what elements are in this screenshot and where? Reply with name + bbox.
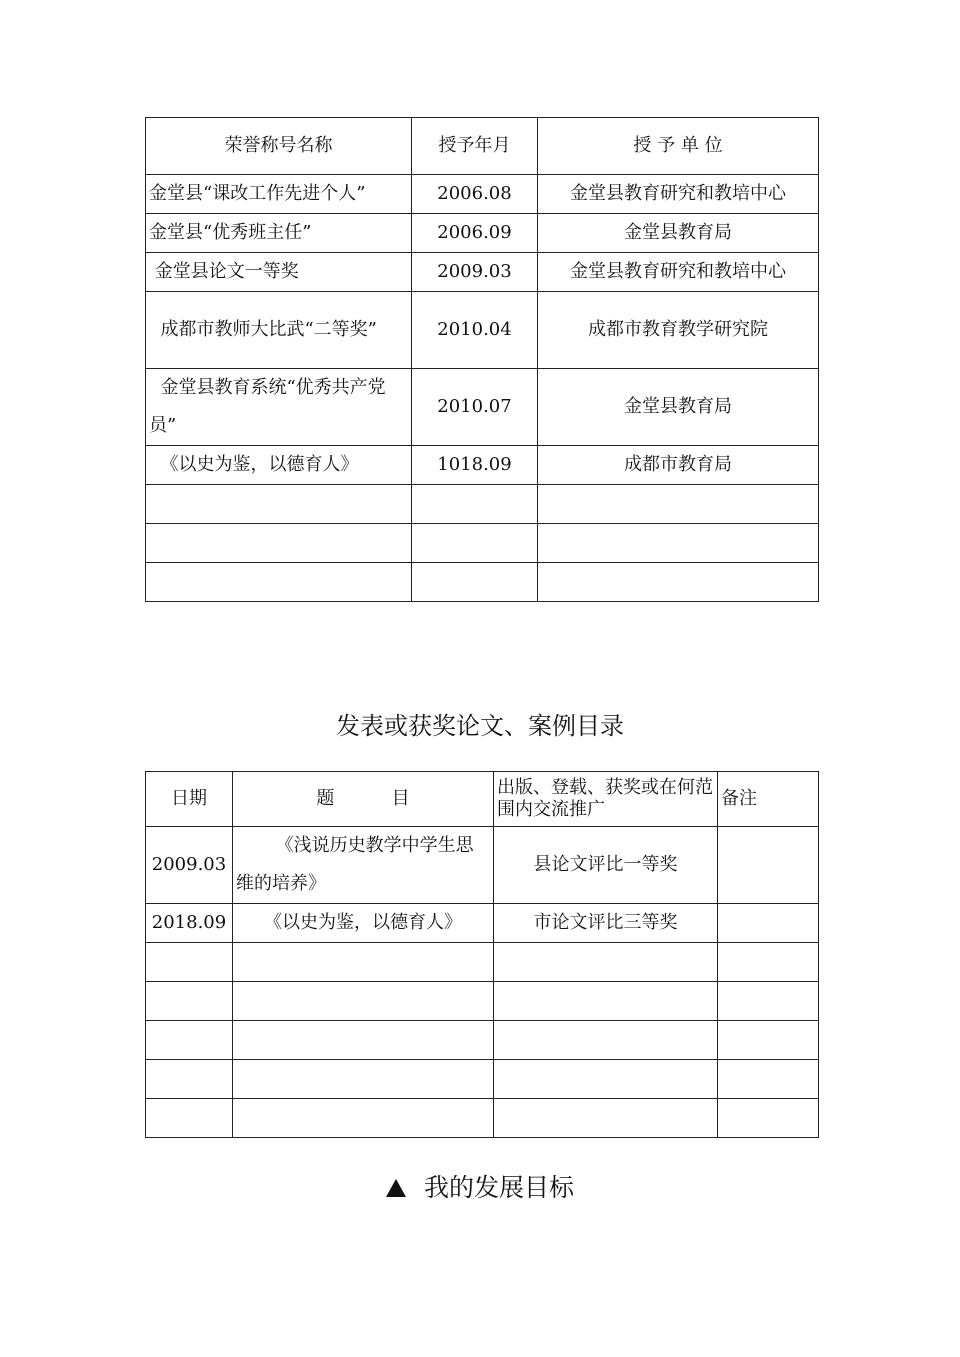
honor-name <box>146 563 412 602</box>
table-row <box>146 904 819 943</box>
honor-date <box>412 524 538 563</box>
paper-publish <box>494 943 718 982</box>
honor-unit: 金堂县教育局 <box>538 214 819 253</box>
honors-table <box>145 117 819 602</box>
papers-section-title: 发表或获奖论文、案例目录 <box>336 712 624 740</box>
honor-unit: 金堂县教育局 <box>538 369 819 446</box>
paper-date <box>146 1099 233 1138</box>
paper-date <box>146 1021 233 1060</box>
paper-date: 2018.09 <box>146 904 233 943</box>
honor-unit: 金堂县教育研究和教培中心 <box>538 175 819 214</box>
paper-date <box>146 1060 233 1099</box>
paper-date <box>146 982 233 1021</box>
table-row <box>146 214 819 253</box>
honor-name: 金堂县论文一等奖 <box>146 253 412 292</box>
honor-name: 成都市教师大比武“二等奖” <box>146 292 412 369</box>
paper-note <box>718 827 819 904</box>
paper-date: 2009.03 <box>146 827 233 904</box>
honor-name: 金堂县教育系统“优秀共产党员” <box>146 369 412 446</box>
table-row <box>146 982 819 1021</box>
paper-publish <box>494 1021 718 1060</box>
table-row <box>146 292 819 369</box>
paper-publish <box>494 1060 718 1099</box>
honor-unit <box>538 524 819 563</box>
honors-header-date: 授予年月 <box>412 118 538 175</box>
goal-section <box>0 1168 960 1204</box>
honor-unit <box>538 563 819 602</box>
paper-note <box>718 1060 819 1099</box>
paper-title <box>233 982 494 1021</box>
paper-title <box>233 1099 494 1138</box>
paper-publish <box>494 982 718 1021</box>
paper-note <box>718 943 819 982</box>
honor-name: 金堂县“课改工作先进个人” <box>146 175 412 214</box>
honor-unit: 成都市教育局 <box>538 446 819 485</box>
honors-header-unit: 授 予 单 位 <box>538 118 819 175</box>
honor-date: 2010.04 <box>412 292 538 369</box>
triangle-up-icon <box>386 1179 406 1197</box>
honor-name <box>146 485 412 524</box>
papers-header-date: 日期 <box>146 772 233 827</box>
honor-date: 2006.09 <box>412 214 538 253</box>
paper-title <box>233 1021 494 1060</box>
table-row <box>146 253 819 292</box>
table-row <box>146 563 819 602</box>
paper-date <box>146 943 233 982</box>
table-row <box>146 485 819 524</box>
honor-date: 2010.07 <box>412 369 538 446</box>
table-row <box>146 524 819 563</box>
honor-date <box>412 563 538 602</box>
paper-publish: 市论文评比三等奖 <box>494 904 718 943</box>
honor-name <box>146 524 412 563</box>
honor-date: 2009.03 <box>412 253 538 292</box>
table-row <box>146 827 819 904</box>
goal-section-title: 我的发展目标 <box>423 1173 574 1202</box>
paper-title <box>233 1060 494 1099</box>
paper-title: 《浅说历史教学中学生思维的培养》 <box>233 827 494 904</box>
table-row <box>146 175 819 214</box>
table-row <box>146 1021 819 1060</box>
honors-header-row <box>146 118 819 175</box>
honor-unit: 金堂县教育研究和教培中心 <box>538 253 819 292</box>
honors-header-name: 荣誉称号名称 <box>146 118 412 175</box>
paper-title <box>233 943 494 982</box>
paper-publish <box>494 1099 718 1138</box>
paper-note <box>718 904 819 943</box>
honor-unit <box>538 485 819 524</box>
honor-date <box>412 485 538 524</box>
papers-header-publish: 出版、登载、获奖或在何范围内交流推广 <box>494 772 718 827</box>
honor-date: 2006.08 <box>412 175 538 214</box>
honor-date: 1018.09 <box>412 446 538 485</box>
papers-table <box>145 771 819 1138</box>
papers-header-row <box>146 772 819 827</box>
paper-note <box>718 982 819 1021</box>
paper-title: 《以史为鉴，以德育人》 <box>233 904 494 943</box>
papers-header-title: 题 目 <box>233 772 494 827</box>
honor-name: 金堂县“优秀班主任” <box>146 214 412 253</box>
table-row <box>146 943 819 982</box>
table-row <box>146 446 819 485</box>
paper-note <box>718 1099 819 1138</box>
paper-publish: 县论文评比一等奖 <box>494 827 718 904</box>
paper-note <box>718 1021 819 1060</box>
table-row <box>146 1060 819 1099</box>
papers-header-note: 备注 <box>718 772 819 827</box>
table-row <box>146 1099 819 1138</box>
honor-unit: 成都市教育教学研究院 <box>538 292 819 369</box>
honor-name: 《以史为鉴，以德育人》 <box>146 446 412 485</box>
table-row <box>146 369 819 446</box>
